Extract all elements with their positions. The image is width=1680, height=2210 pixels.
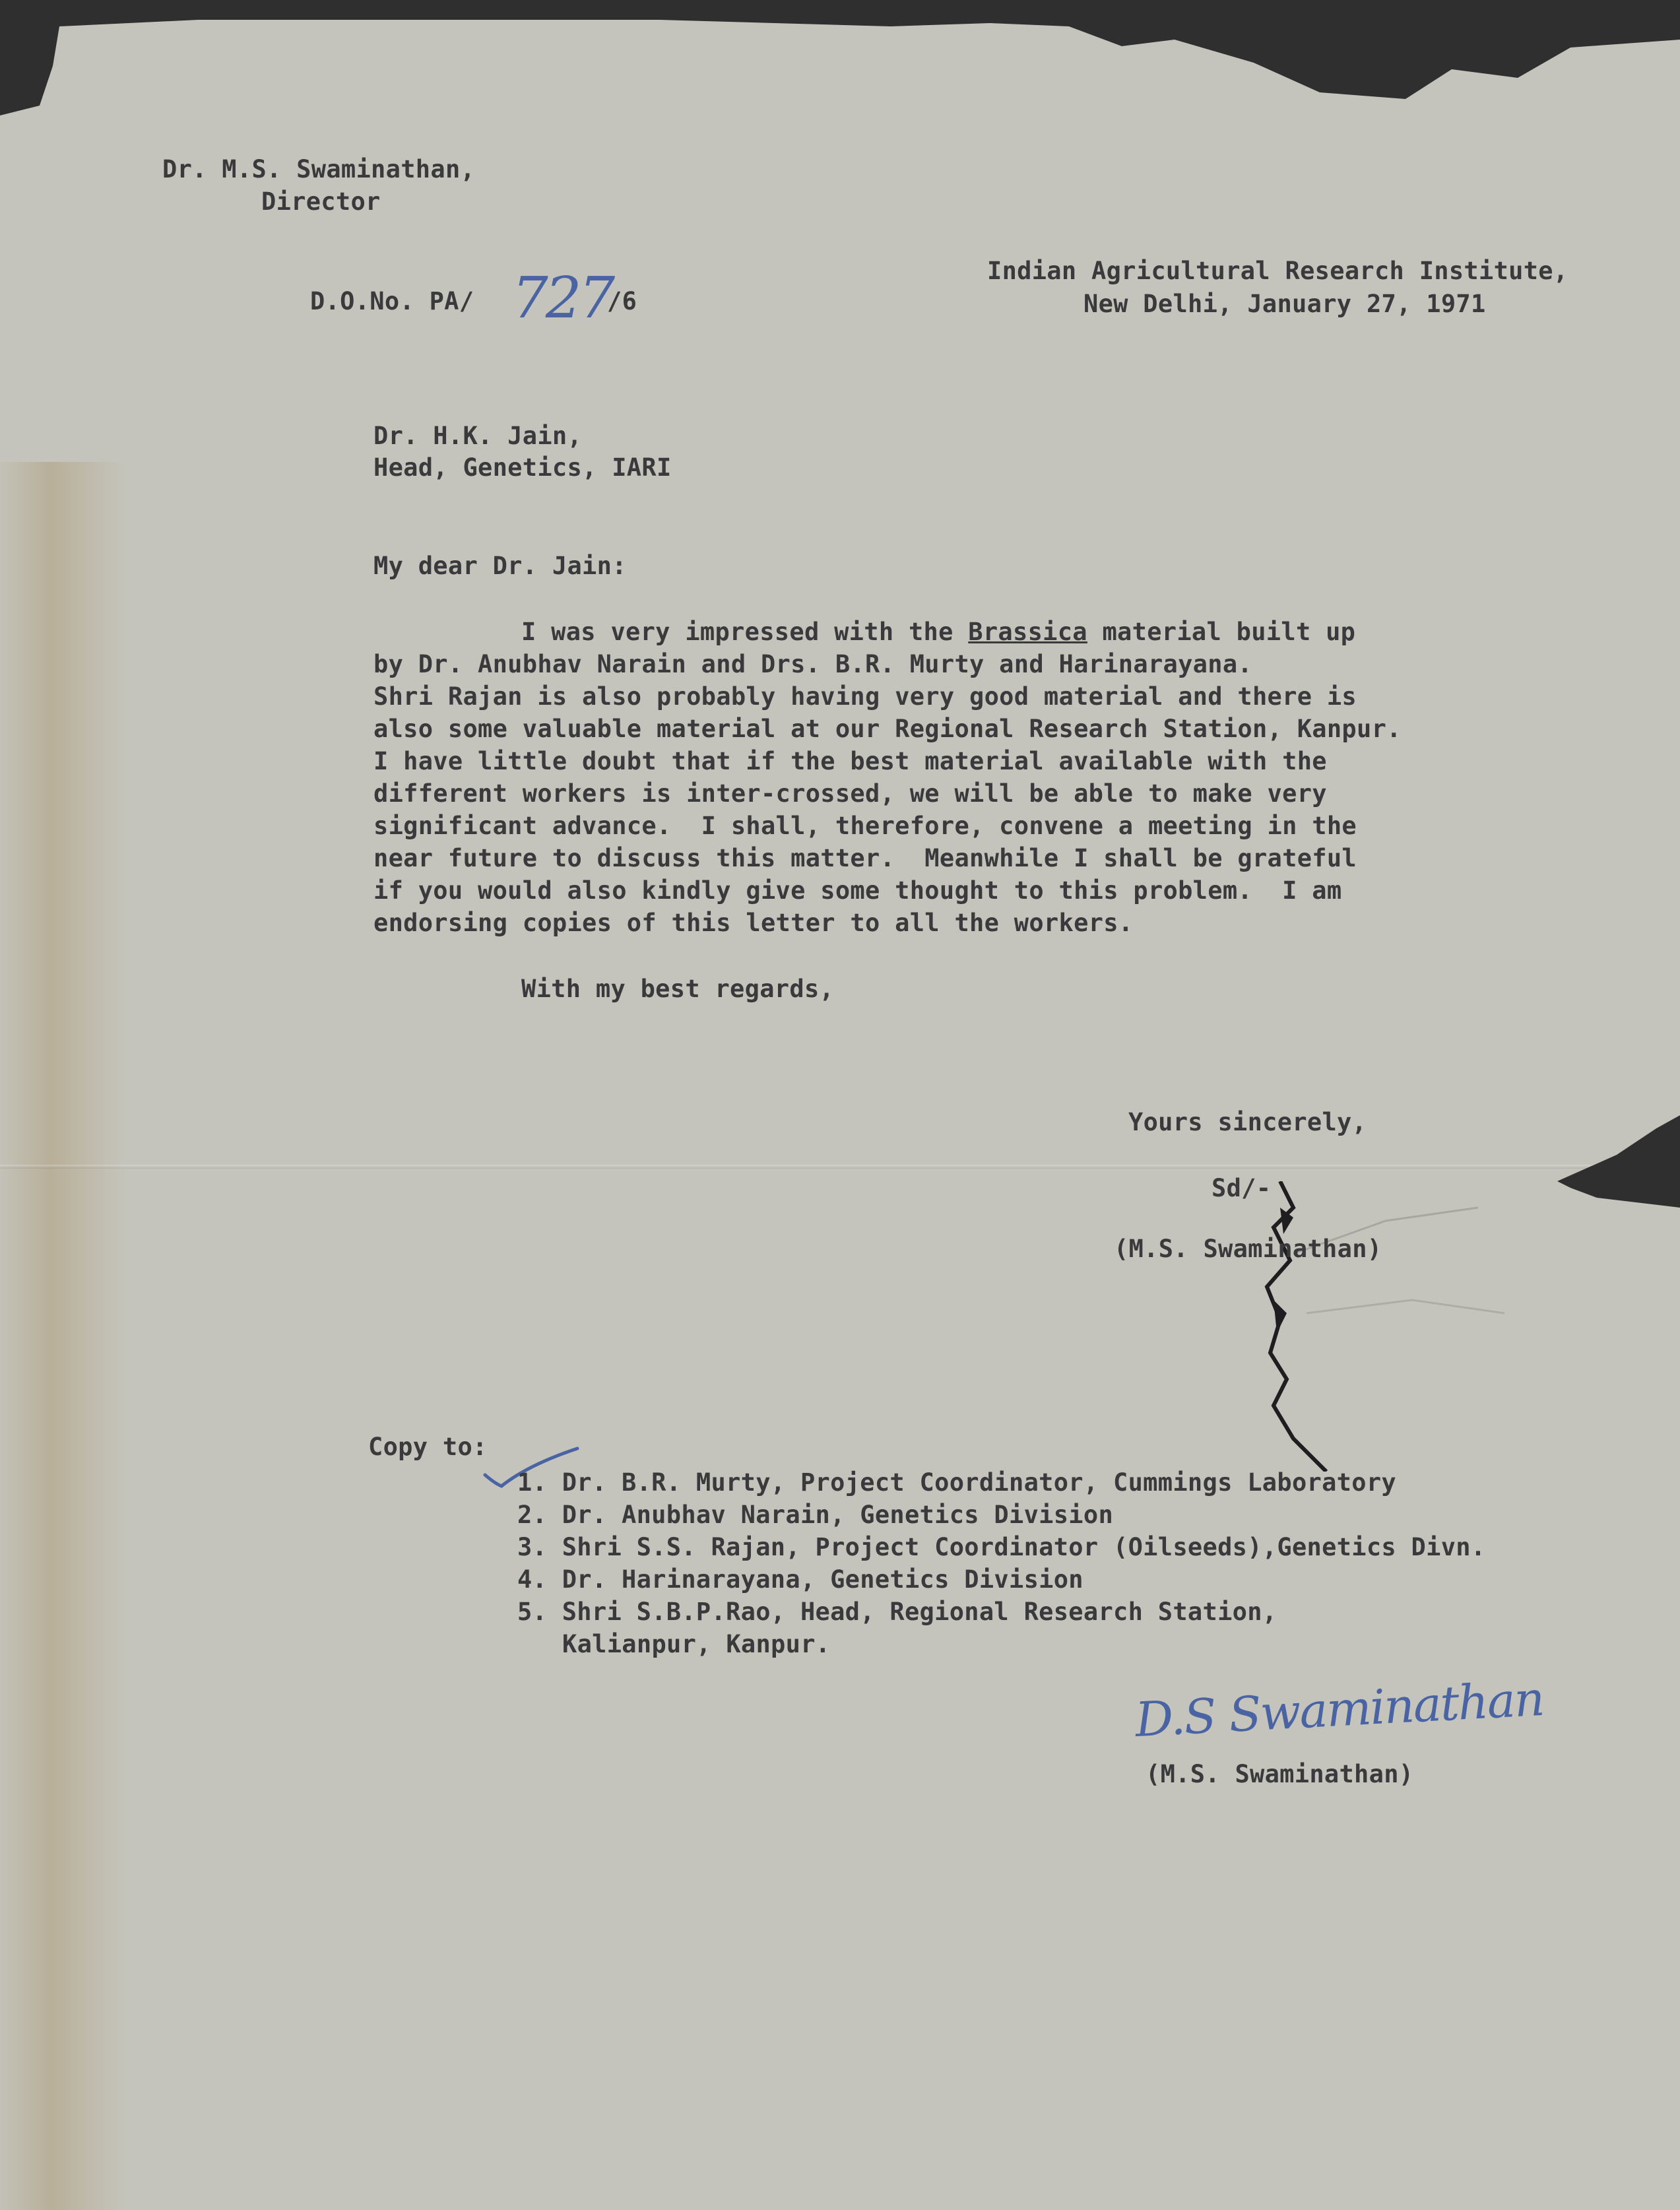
copy-item-5: 5. Shri S.B.P.Rao, Head, Regional Research Station,	[517, 1598, 1277, 1626]
body-line-9: if you would also kindly give some thought to this problem. I am	[373, 876, 1342, 905]
body-line-10: endorsing copies of this letter to all the workers.	[373, 909, 1134, 937]
body-line-5: I have little doubt that if the best material available with the	[373, 747, 1327, 775]
copy-item-5-continued: Kalianpur, Kanpur.	[562, 1630, 831, 1658]
copy-item-4: 4. Dr. Harinarayana, Genetics Division	[517, 1565, 1083, 1594]
recipient-name: Dr. H.K. Jain,	[373, 422, 583, 450]
body-line-4: also some valuable material at our Regional Research Station, Kanpur.	[373, 715, 1402, 743]
body-line-1-post: material built up	[1087, 618, 1356, 646]
do-number-prefix: D.O.No. PA/	[310, 287, 474, 315]
paper-fold	[0, 1165, 1680, 1169]
handwritten-signature: D.S Swaminathan	[1134, 1670, 1545, 1748]
closing-yours-sincerely: Yours sincerely,	[1128, 1108, 1367, 1136]
torn-right-edge	[1557, 1115, 1680, 1208]
copy-item-1: 1. Dr. B.R. Murty, Project Coordinator, Cummings Laboratory	[517, 1468, 1396, 1497]
place-date: New Delhi, January 27, 1971	[1083, 290, 1486, 318]
water-stain	[0, 462, 125, 2210]
recipient-position: Head, Genetics, IARI	[373, 453, 672, 482]
institute-name: Indian Agricultural Research Institute,	[987, 257, 1568, 285]
closing-typed-name: (M.S. Swaminathan)	[1114, 1235, 1382, 1263]
do-number-handwritten: 727	[512, 265, 613, 331]
body-line-8: near future to discuss this matter. Meanwhile I shall be grateful	[373, 844, 1357, 872]
sender-name: Dr. M.S. Swaminathan,	[162, 155, 476, 183]
salutation: My dear Dr. Jain:	[373, 552, 627, 580]
closing-regards: With my best regards,	[521, 975, 835, 1003]
body-line-1-pre: I was very impressed with the	[521, 618, 969, 646]
copy-item-3: 3. Shri S.S. Rajan, Project Coordinator (Oilseeds),Genetics Divn.	[517, 1533, 1486, 1561]
do-number-suffix: /6	[607, 287, 637, 315]
closing-sd: Sd/-	[1212, 1174, 1272, 1202]
sender-title: Director	[261, 187, 381, 216]
body-line-7: significant advance. I shall, therefore, convene a meeting in the	[373, 812, 1357, 840]
body-line-2: by Dr. Anubhav Narain and Drs. B.R. Murty and Harinarayana.	[373, 650, 1252, 678]
body-brassica-underlined: Brassica	[968, 618, 1087, 646]
body-line-6: different workers is inter-crossed, we will be able to make very	[373, 779, 1327, 808]
copy-item-2: 2. Dr. Anubhav Narain, Genetics Division	[517, 1501, 1114, 1529]
body-line-3: Shri Rajan is also probably having very good material and there is	[373, 682, 1357, 711]
body-line-1	[521, 616, 1355, 648]
copy-to-label: Copy to:	[368, 1433, 488, 1461]
torn-paper-damage	[1254, 1181, 1518, 1472]
torn-top-edge	[0, 0, 1680, 125]
footer-typed-name: (M.S. Swaminathan)	[1146, 1760, 1414, 1788]
